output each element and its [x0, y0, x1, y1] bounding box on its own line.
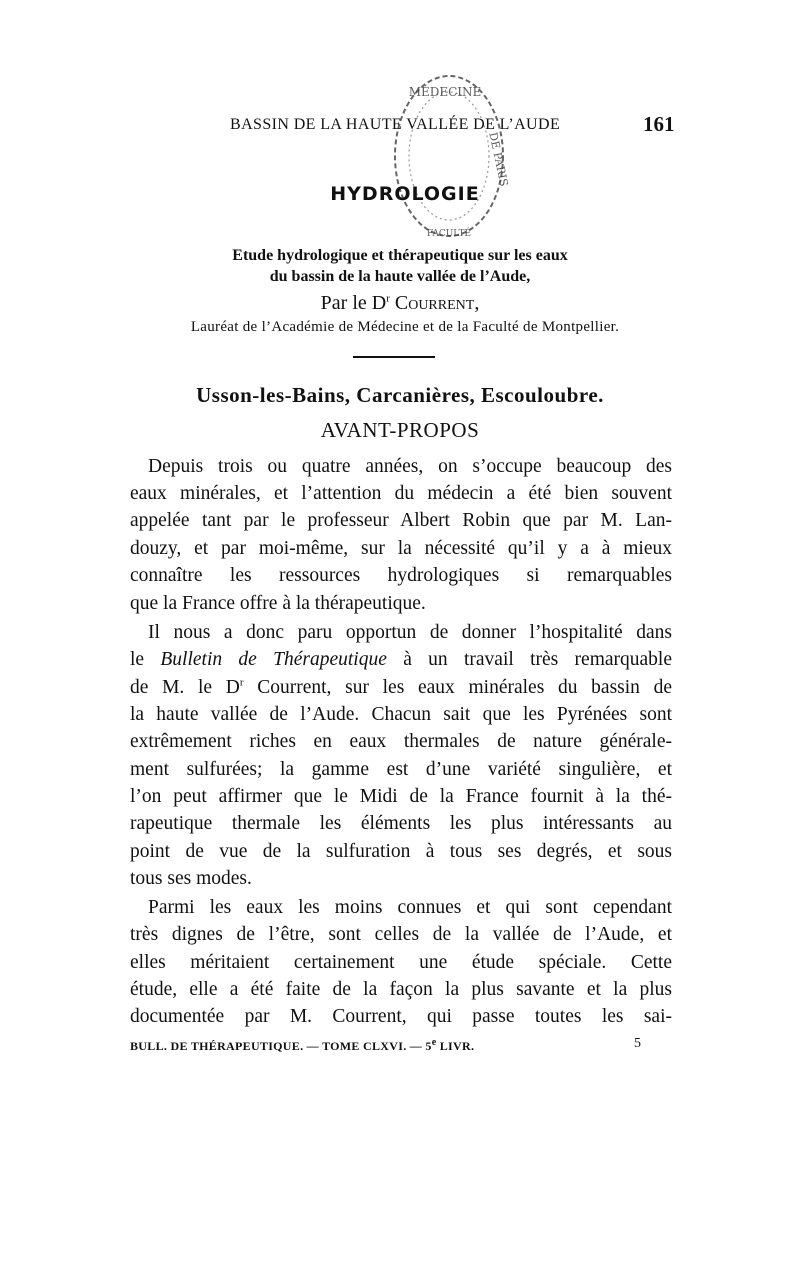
text-line: eaux minérales, et l’attention du médecin a été bien souvent [130, 483, 672, 504]
article-title-line-1: Etude hydrologique et thérapeutique sur les eaux [232, 247, 568, 264]
text-line: étude, elle a été faite de la façon la plus savante et la plus [130, 979, 672, 1000]
text-line: appelée tant par le professeur Albert Robin que par M. Lan- [130, 510, 672, 531]
text-line: que la France offre à la thérapeutique. [130, 593, 426, 614]
footer-sup: e [431, 1037, 437, 1048]
footer-text-end: LIVR. [436, 1039, 475, 1053]
text-line: Depuis trois ou quatre années, on s’occupe beaucoup des [148, 456, 672, 477]
library-stamp-icon [383, 68, 511, 248]
signature-mark: 5 [634, 1036, 641, 1051]
text-line: ment sulfurées; la gamme est d’une variété singulière, et [130, 759, 672, 780]
author-byline [100, 292, 700, 315]
text-sup: r [239, 676, 244, 689]
text-line: très dignes de l’être, sont celles de la vallée de l’Aude, et [130, 924, 672, 945]
text-span: à un travail très remarquable [403, 649, 672, 670]
byline-name: Courrent, [394, 292, 480, 314]
running-header: BASSIN DE LA HAUTE VALLÉE DE L’AUDE [230, 116, 561, 133]
text-line: point de vue de la sulfuration à tous ses degrés, et sous [130, 841, 672, 862]
page-number: 161 [643, 112, 675, 136]
text-span: le [130, 649, 145, 670]
section-heading: HYDROLOGIE [330, 183, 480, 205]
text-line: elles méritaient certainement une étude spéciale. Cette [130, 952, 672, 973]
article-title-line-2: du bassin de la haute vallée de l’Aude, [269, 268, 531, 285]
text-line [130, 675, 672, 701]
text-span: Courrent, sur les eaux minérales du bassin de [243, 677, 673, 698]
byline-prefix: Par le D [320, 292, 387, 314]
text-span: de M. le D [130, 677, 240, 698]
text-line: douzy, et par moi-même, sur la nécessité qu’il y a à mieux [130, 538, 672, 559]
divider-rule [353, 356, 435, 358]
text-line [130, 647, 672, 673]
text-line: rapeutique thermale les éléments les plus intéressants au [130, 813, 672, 834]
footer-text: BULL. DE THÉRAPEUTIQUE. — TOME CLXVI. — 5 [130, 1039, 432, 1053]
journal-footer [130, 1037, 550, 1054]
stamp-text-side: DE PARIS [486, 131, 511, 188]
text-line: la haute vallée de l’Aude. Chacun sait que les Pyrénées sont [130, 704, 672, 725]
stamp-text-top: MÉDECINE [408, 85, 482, 99]
text-line: Il nous a donc paru opportun de donner l’hospitalité dans [148, 622, 672, 643]
text-line: l’on peut affirmer que le Midi de la France fournit à la thé- [130, 786, 672, 807]
byline-sup: r [386, 292, 390, 305]
text-line: extrêmement riches en eaux thermales de nature générale- [130, 731, 672, 752]
text-line: documentée par M. Courrent, qui passe toutes les sai- [130, 1006, 672, 1027]
places-heading: Usson-les-Bains, Carcanières, Escouloubre. [196, 383, 604, 407]
text-line: Parmi les eaux les moins connues et qui sont cependant [148, 897, 672, 918]
author-affiliation: Lauréat de l’Académie de Médecine et de la Faculté de Montpellier. [190, 319, 620, 335]
stamp-text-bottom: FACULTÉ [426, 229, 472, 239]
journal-title-italic: Bulletin de Thérapeutique [160, 649, 387, 670]
text-line: connaître les ressources hydrologiques si remarquables [130, 565, 672, 586]
avant-propos-heading: AVANT-PROPOS [320, 418, 480, 442]
text-line: tous ses modes. [130, 868, 252, 889]
